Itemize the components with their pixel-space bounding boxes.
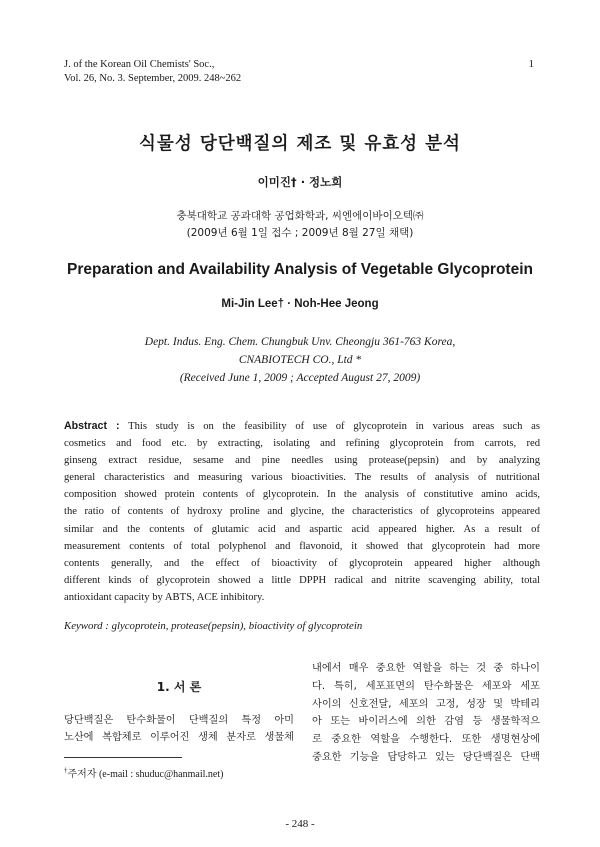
abstract-line: antioxidant capacity by ABTS, ACE inhibitory.: [64, 591, 265, 603]
abstract-line: ginseng extract residue, sesame and pine needles using protease(pepsin) and by analyzing: [64, 455, 540, 467]
body-left-column: [64, 712, 294, 746]
authors-korean: 이미진† · 정노희: [257, 175, 343, 189]
body-line: 사이의 신호전달, 세포의 고정, 성장 및 박테리: [312, 698, 540, 710]
dates-english: (Received June 1, 2009 ; Accepted August 27, 2009): [179, 372, 421, 384]
dates-korean: (2009년 6월 1일 접수 ; 2009년 8월 27일 채택): [186, 227, 414, 239]
abstract-line: general characteristics and measuring various bioactivities. The results of analysis of nutritional: [64, 472, 540, 484]
affiliation-english-line-1: Dept. Indus. Eng. Chem. Chungbuk Unv. Cheongju 361-763 Korea,: [144, 336, 456, 348]
abstract-line: composition showed protein contents of glycoprotein. In the analysis of constitutive amino acids,: [64, 489, 540, 501]
body-line: 당단백질은 탄수화물이 단백질의 특정 아미: [64, 715, 294, 726]
affiliation-korean: 충북대학교 공과대학 공업화학과, 씨엔에이바이오텍㈜: [176, 210, 424, 222]
body-line: 내에서 매우 중요한 역할을 하는 것 중 하나이: [312, 663, 540, 674]
affiliation-korean-block: [0, 208, 600, 242]
keywords: Keyword : glycoprotein, protease(pepsin), bioactivity of glycoprotein: [64, 620, 363, 632]
abstract-line: cosmetics and food etc. by extracting, isolating and refining glycoprotein from carrots, red: [64, 438, 540, 450]
page-footer: - 248 -: [285, 818, 315, 830]
body-line: 노산에 복합체로 이루어진 생체 분자로 생물체: [64, 732, 294, 743]
authors-english: Mi-Jin Lee† · Noh-Hee Jeong: [221, 298, 379, 310]
affiliation-english-block: [0, 333, 600, 387]
title-english: Preparation and Availability Analysis of Vegetable Glycoprotein: [67, 261, 533, 278]
footnote: [64, 765, 223, 780]
page-number-top: 1: [528, 58, 534, 70]
abstract-label: Abstract :: [64, 420, 120, 432]
abstract-line: contents generally, and the effect of bioactivity of glycoprotein appeared higher although: [64, 557, 540, 569]
journal-line-1: J. of the Korean Oil Chemists' Soc.,: [64, 59, 215, 70]
affiliation-english-line-2: CNABIOTECH CO., Ltd *: [238, 354, 362, 366]
footnote-text: 주저자 (e-mail : shuduc@hanmail.net): [67, 769, 224, 780]
abstract-line: the ratio of contents of hydroxy proline and glycine, the characteristics of glycoproteins appeared: [64, 506, 540, 518]
section-heading: 1. 서 론: [156, 680, 202, 694]
footnote-divider: [64, 757, 182, 758]
body-line: 아 또는 바이러스에 의한 감염 등 생물학적으: [312, 716, 540, 728]
abstract-line: Abstract : This study is on the feasibility of use of glycoprotein in various areas such as: [64, 420, 540, 432]
journal-citation: [64, 58, 241, 86]
abstract-line: different kinds of glycoprotein showed a little DPPH radical and nitrite scavenging ability, total: [64, 574, 540, 586]
footnote-mark: †: [64, 766, 68, 775]
abstract: [64, 418, 540, 606]
abstract-line: similar and the contents of glutamic acid and aspartic acid appeared higher. As a result of: [64, 523, 540, 535]
title-korean: 식물성 당단백질의 제조 및 유효성 분석: [139, 134, 461, 154]
body-line: 다. 특히, 세포표면의 탄수화물은 세포와 세포: [312, 680, 540, 692]
abstract-line: measurement contents of total polyphenol and flavonoid, it showed that glycoprotein had more: [64, 540, 540, 552]
body-right-column: [312, 660, 540, 767]
body-line: 중요한 기능을 담당하고 있는 당단백질은 단백: [312, 751, 540, 763]
body-line: 로 중요한 역할을 수행한다. 또한 생명현상에: [312, 734, 540, 746]
journal-line-2: Vol. 26, No. 3. September, 2009. 248~262: [64, 73, 242, 84]
